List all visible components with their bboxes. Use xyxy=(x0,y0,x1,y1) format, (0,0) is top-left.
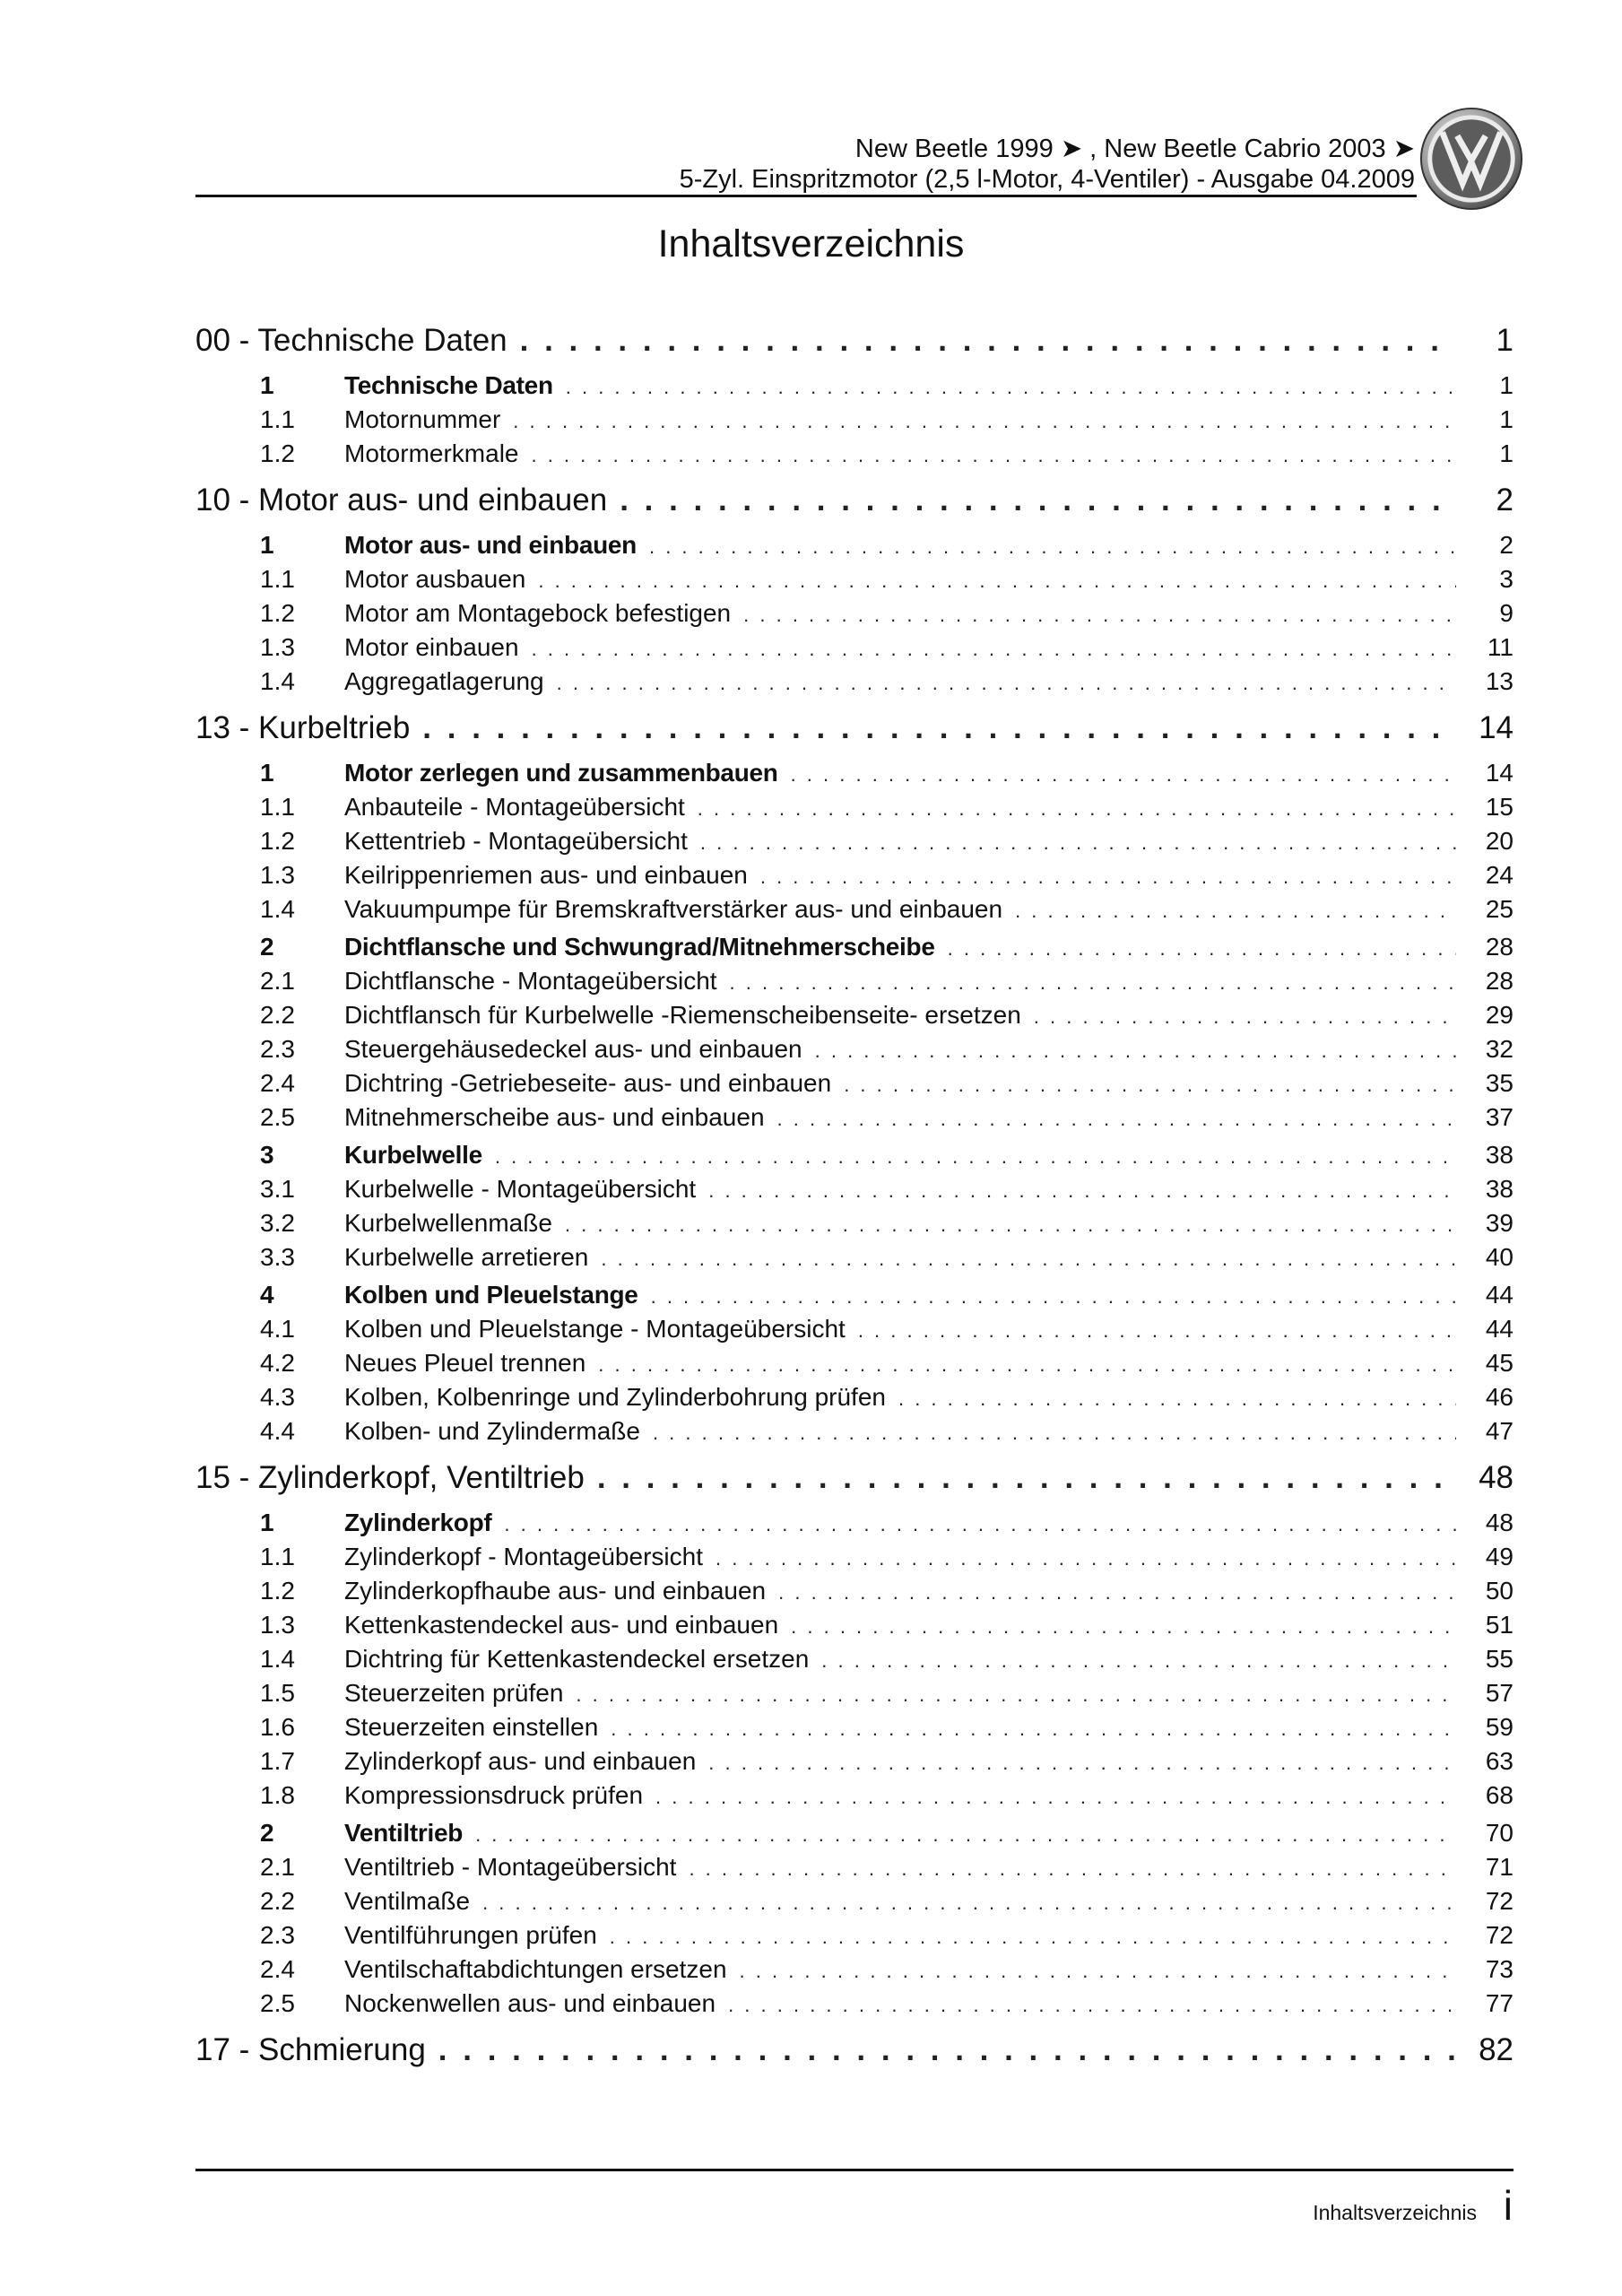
toc-subsection-page: 39 xyxy=(1485,1209,1514,1237)
toc-subsection-page: 59 xyxy=(1485,1713,1514,1741)
toc-subsection-page: 25 xyxy=(1485,895,1514,923)
toc-chapter-title: 15 - Zylinderkopf, Ventiltrieb xyxy=(195,1460,585,1495)
dot-leader xyxy=(565,1213,1456,1237)
toc-subsection-title xyxy=(195,1887,470,1916)
toc-subsection[interactable] xyxy=(195,1747,1514,1781)
dot-leader xyxy=(653,1422,1456,1445)
toc-subsection-number: 1.6 xyxy=(260,1713,295,1741)
toc-chapter-page: 2 xyxy=(1496,483,1514,517)
toc-subsection-text: Dichtflansche - Montageübersicht xyxy=(344,967,717,995)
toc-subsection-number: 1.1 xyxy=(260,1543,295,1570)
toc-chapter-title: 10 - Motor aus- und einbauen xyxy=(195,483,608,517)
toc-subsection-number: 1.1 xyxy=(260,405,295,433)
toc-subsection-title xyxy=(195,1103,765,1132)
toc-subsection-number: 2.4 xyxy=(260,1955,295,1983)
toc-subsection-page: 50 xyxy=(1485,1577,1514,1605)
dot-leader xyxy=(598,1353,1456,1377)
toc-subsection-page: 47 xyxy=(1485,1417,1514,1445)
toc-subsection[interactable] xyxy=(195,1577,1514,1611)
toc-section-page: 14 xyxy=(1485,759,1514,787)
toc-subsection-number: 2.1 xyxy=(260,967,295,995)
toc-section-number: 3 xyxy=(260,1141,274,1169)
toc-subsection-title xyxy=(195,1069,831,1098)
toc-subsection-number: 4.1 xyxy=(260,1315,295,1343)
toc-subsection[interactable] xyxy=(195,1315,1514,1349)
toc-subsection-page: 15 xyxy=(1485,793,1514,821)
toc-subsection-text: Ventilführungen prüfen xyxy=(344,1921,597,1949)
toc-subsection-number: 1.7 xyxy=(260,1747,295,1775)
toc-section-text: Ventiltrieb xyxy=(344,1819,464,1847)
toc-chapter-title: 00 - Technische Daten xyxy=(195,323,507,358)
toc-subsection-title xyxy=(195,633,519,662)
toc-subsection-number: 1.2 xyxy=(260,599,295,627)
toc-subsection-text: Motor am Montagebock befestigen xyxy=(344,599,732,627)
dot-leader xyxy=(716,1547,1456,1570)
toc-section-text: Motor zerlegen und zusammenbauen xyxy=(344,759,778,787)
dot-leader xyxy=(655,1786,1456,1809)
toc-subsection[interactable] xyxy=(195,861,1514,895)
dot-leader xyxy=(532,638,1456,661)
toc-subsection[interactable] xyxy=(195,565,1514,599)
dot-leader xyxy=(610,1926,1456,1949)
toc-subsection-text: Dichtring für Kettenkastendeckel ersetzen xyxy=(344,1645,810,1673)
toc-subsection-text: Kettentrieb - Montageübersicht xyxy=(344,827,688,855)
toc-subsection-title xyxy=(195,827,688,856)
toc-subsection-page: 49 xyxy=(1485,1543,1514,1570)
toc-section-page: 2 xyxy=(1499,531,1514,559)
toc-subsection-title xyxy=(195,1713,598,1742)
toc-subsection-text: Neues Pleuel trennen xyxy=(344,1349,586,1377)
dot-leader xyxy=(948,937,1456,961)
toc-subsection-number: 2.4 xyxy=(260,1069,295,1097)
toc-subsection-number: 1.3 xyxy=(260,1611,295,1639)
toc-chapter[interactable] xyxy=(195,483,1514,520)
toc-subsection-title xyxy=(195,1035,802,1064)
toc-section[interactable] xyxy=(195,531,1514,565)
toc-subsection-title xyxy=(195,1243,588,1272)
dot-leader xyxy=(651,1285,1456,1309)
toc-subsection-title xyxy=(195,439,518,468)
toc-subsection-title xyxy=(195,1315,846,1344)
dot-leader xyxy=(898,1387,1456,1411)
toc-subsection-number: 1.3 xyxy=(260,861,295,889)
toc-subsection[interactable] xyxy=(195,1645,1514,1679)
toc-subsection-page: 68 xyxy=(1485,1781,1514,1809)
page-header xyxy=(195,126,1415,197)
toc-subsection-page: 29 xyxy=(1485,1001,1514,1029)
toc-subsection[interactable] xyxy=(195,1209,1514,1243)
toc-section[interactable] xyxy=(195,1509,1514,1543)
dot-leader xyxy=(858,1319,1456,1343)
toc-subsection[interactable] xyxy=(195,1921,1514,1955)
toc-section-page: 44 xyxy=(1485,1281,1514,1309)
toc-subsection-number: 1.2 xyxy=(260,1577,295,1605)
toc-subsection[interactable] xyxy=(195,1001,1514,1035)
toc-section-page: 38 xyxy=(1485,1141,1514,1169)
toc-subsection[interactable] xyxy=(195,1417,1514,1451)
toc-subsection-text: Anbauteile - Montageübersicht xyxy=(344,793,685,821)
dot-leader xyxy=(730,971,1456,995)
toc-subsection-title xyxy=(195,1781,643,1810)
toc-section-number: 1 xyxy=(260,531,274,559)
toc-subsection-title xyxy=(195,1209,552,1238)
toc-subsection-title xyxy=(195,1383,886,1412)
toc-section-number: 1 xyxy=(260,759,274,787)
toc-section-number: 1 xyxy=(260,1509,274,1536)
toc-subsection-title xyxy=(195,793,685,822)
toc-subsection-page: 72 xyxy=(1485,1887,1514,1915)
toc-subsection[interactable] xyxy=(195,1103,1514,1137)
toc-subsection-text: Kurbelwellenmaße xyxy=(344,1209,552,1237)
toc-subsection-number: 2.5 xyxy=(260,1989,295,2017)
footer-divider xyxy=(195,2169,1514,2171)
toc-subsection-number: 1.1 xyxy=(260,793,295,821)
toc-section-title xyxy=(195,933,935,961)
dot-leader xyxy=(513,410,1456,433)
dot-leader xyxy=(422,710,1456,746)
toc-subsection-page: 28 xyxy=(1485,967,1514,995)
toc-subsection-number: 1.4 xyxy=(260,667,295,695)
toc-subsection-text: Steuerzeiten einstellen xyxy=(344,1713,599,1741)
dot-leader xyxy=(576,1683,1456,1707)
page-title: Inhaltsverzeichnis xyxy=(657,222,965,265)
toc-section[interactable] xyxy=(195,933,1514,967)
toc-subsection-text: Dichtflansch für Kurbelwelle -Riemenscheibenseite- ersetzen xyxy=(344,1001,1021,1029)
toc-section[interactable] xyxy=(195,371,1514,405)
toc-subsection-page: 44 xyxy=(1485,1315,1514,1343)
toc-subsection-text: Kompressionsdruck prüfen xyxy=(344,1781,644,1809)
toc-subsection-number: 4.2 xyxy=(260,1349,295,1377)
toc-chapter-page: 14 xyxy=(1479,710,1514,745)
toc-subsection-page: 45 xyxy=(1485,1349,1514,1377)
dot-leader xyxy=(821,1649,1456,1673)
toc-subsection[interactable] xyxy=(195,1243,1514,1277)
dot-leader xyxy=(778,1581,1456,1605)
toc-subsection-page: 46 xyxy=(1485,1383,1514,1411)
toc-subsection-page: 11 xyxy=(1487,633,1514,661)
footer-label: Inhaltsverzeichnis xyxy=(1313,2201,1477,2224)
toc-subsection-page: 1 xyxy=(1499,439,1514,467)
toc-subsection-page: 71 xyxy=(1485,1853,1514,1881)
toc-subsection-number: 2.3 xyxy=(260,1921,295,1949)
toc-subsection-title xyxy=(195,565,525,594)
dot-leader xyxy=(728,1994,1456,2017)
toc-subsection[interactable] xyxy=(195,599,1514,633)
toc-subsection-title xyxy=(195,599,731,628)
toc-subsection-title xyxy=(195,967,717,996)
toc-section-page: 28 xyxy=(1485,933,1514,961)
toc-subsection-page: 13 xyxy=(1485,667,1514,695)
toc-subsection[interactable] xyxy=(195,1543,1514,1577)
toc-subsection-text: Kettenkastendeckel aus- und einbauen xyxy=(344,1611,779,1639)
toc-subsection[interactable] xyxy=(195,1035,1514,1069)
toc-subsection-page: 9 xyxy=(1499,599,1514,627)
dot-leader xyxy=(611,1718,1456,1741)
toc-subsection-page: 3 xyxy=(1499,565,1514,593)
toc-subsection[interactable] xyxy=(195,1069,1514,1103)
toc-subsection[interactable] xyxy=(195,1887,1514,1921)
toc-chapter[interactable] xyxy=(195,2032,1514,2070)
dot-leader xyxy=(689,1857,1456,1881)
toc-subsection-text: Kurbelwelle arretieren xyxy=(344,1243,589,1271)
toc-subsection-text: Zylinderkopfhaube aus- und einbauen xyxy=(344,1577,767,1605)
toc-subsection-text: Ventilmaße xyxy=(344,1887,471,1915)
toc-subsection-number: 1.4 xyxy=(260,895,295,923)
toc-section-title xyxy=(195,371,553,400)
toc-section-title xyxy=(195,759,778,787)
toc-subsection-page: 73 xyxy=(1485,1955,1514,1983)
dot-leader xyxy=(597,1460,1456,1496)
toc-subsection-text: Mitnehmerscheibe aus- und einbauen xyxy=(344,1103,765,1131)
toc-subsection-text: Kolben und Pleuelstange - Montageübersicht xyxy=(344,1315,846,1343)
header-engine-line: 5-Zyl. Einspritzmotor (2,5 l-Motor, 4-Ventiler) - Ausgabe 04.2009 xyxy=(679,165,1415,194)
toc-chapter-title: 17 - Schmierung xyxy=(195,2032,426,2067)
toc-subsection-page: 57 xyxy=(1485,1679,1514,1707)
toc-subsection-page: 37 xyxy=(1485,1103,1514,1131)
dot-leader xyxy=(520,323,1456,359)
toc-section-number: 2 xyxy=(260,1819,274,1847)
toc-subsection-text: Kolben, Kolbenringe und Zylinderbohrung prüfen xyxy=(344,1383,886,1411)
toc-subsection-page: 32 xyxy=(1485,1035,1514,1063)
toc-subsection[interactable] xyxy=(195,1679,1514,1713)
toc-section-number: 4 xyxy=(260,1281,274,1309)
toc-subsection-number: 2.2 xyxy=(260,1001,295,1029)
toc-section[interactable] xyxy=(195,1141,1514,1175)
toc-subsection[interactable] xyxy=(195,1853,1514,1887)
toc-subsection-title xyxy=(195,1577,766,1605)
toc-subsection[interactable] xyxy=(195,1955,1514,1989)
toc-subsection-text: Zylinderkopf aus- und einbauen xyxy=(344,1747,697,1775)
toc-section-text: Dichtflansche und Schwungrad/Mitnehmerscheibe xyxy=(344,933,935,961)
header-divider xyxy=(195,195,1417,197)
toc-subsection-text: Steuerzeiten prüfen xyxy=(344,1679,564,1707)
dot-leader xyxy=(743,604,1456,627)
toc-subsection[interactable] xyxy=(195,793,1514,827)
toc-subsection-title xyxy=(195,895,1002,924)
toc-subsection-text: Motornummer xyxy=(344,405,501,433)
toc-section-page: 70 xyxy=(1485,1819,1514,1847)
toc-chapter[interactable] xyxy=(195,1460,1514,1498)
toc-section[interactable] xyxy=(195,1819,1514,1853)
toc-subsection-number: 4.4 xyxy=(260,1417,295,1445)
toc-section-page: 1 xyxy=(1499,371,1514,399)
toc-subsection-number: 1.2 xyxy=(260,439,295,467)
toc-subsection-title xyxy=(195,1175,696,1204)
dot-leader xyxy=(1034,1005,1456,1029)
vw-logo-icon xyxy=(1418,106,1524,212)
footer-page-number: i xyxy=(1503,2182,1513,2229)
dot-leader xyxy=(538,570,1456,593)
toc-subsection-title xyxy=(195,1001,1021,1030)
toc-section-title xyxy=(195,1509,491,1537)
toc-subsection-number: 2.5 xyxy=(260,1103,295,1131)
dot-leader xyxy=(620,483,1456,518)
toc-subsection-text: Motor ausbauen xyxy=(344,565,526,593)
dot-leader xyxy=(740,1960,1456,1983)
toc-chapter-page: 48 xyxy=(1479,1460,1514,1495)
dot-leader xyxy=(495,1145,1456,1169)
toc-subsection-title xyxy=(195,1349,585,1378)
toc-subsection-number: 1.2 xyxy=(260,827,295,855)
toc-subsection-title xyxy=(195,667,544,696)
toc-subsection[interactable] xyxy=(195,1349,1514,1383)
toc-subsection-title xyxy=(195,1747,696,1776)
toc-subsection-number: 1.5 xyxy=(260,1679,295,1707)
dot-leader xyxy=(601,1248,1456,1271)
toc-chapter-title: 13 - Kurbeltrieb xyxy=(195,710,411,745)
toc-subsection[interactable] xyxy=(195,1713,1514,1747)
toc-subsection[interactable] xyxy=(195,439,1514,474)
table-of-contents xyxy=(195,314,1514,2081)
dot-leader xyxy=(698,797,1456,821)
toc-subsection[interactable] xyxy=(195,1383,1514,1417)
dot-leader xyxy=(760,865,1456,889)
toc-section-text: Technische Daten xyxy=(344,371,553,399)
toc-subsection-number: 1.4 xyxy=(260,1645,295,1673)
toc-subsection-text: Steuergehäusedeckel aus- und einbauen xyxy=(344,1035,802,1063)
dot-leader xyxy=(475,1823,1456,1847)
toc-subsection-text: Nockenwellen aus- und einbauen xyxy=(344,1989,716,2017)
dot-leader xyxy=(815,1039,1456,1063)
toc-subsection-page: 35 xyxy=(1485,1069,1514,1097)
toc-subsection[interactable] xyxy=(195,895,1514,929)
dot-leader xyxy=(708,1752,1456,1775)
toc-section-text: Motor aus- und einbauen xyxy=(344,531,637,559)
dot-leader xyxy=(649,535,1456,559)
toc-subsection-page: 55 xyxy=(1485,1645,1514,1673)
toc-subsection-number: 2.1 xyxy=(260,1853,295,1881)
toc-subsection-page: 72 xyxy=(1485,1921,1514,1949)
toc-section-number: 1 xyxy=(260,371,274,399)
toc-section-text: Kurbelwelle xyxy=(344,1141,482,1169)
toc-subsection[interactable] xyxy=(195,1611,1514,1645)
toc-subsection-number: 1.8 xyxy=(260,1781,295,1809)
dot-leader xyxy=(531,444,1456,467)
toc-subsection-number: 1.3 xyxy=(260,633,295,661)
toc-subsection-page: 1 xyxy=(1499,405,1514,433)
toc-subsection-page: 38 xyxy=(1485,1175,1514,1203)
dot-leader xyxy=(1015,900,1456,923)
dot-leader xyxy=(791,763,1456,787)
toc-subsection-title xyxy=(195,1645,809,1674)
toc-chapter-page: 82 xyxy=(1479,2032,1514,2067)
toc-subsection[interactable] xyxy=(195,667,1514,701)
toc-subsection-number: 2.2 xyxy=(260,1887,295,1915)
toc-chapter-page: 1 xyxy=(1496,323,1514,358)
toc-section[interactable] xyxy=(195,759,1514,793)
toc-subsection-title xyxy=(195,1955,727,1984)
toc-chapter[interactable] xyxy=(195,323,1514,361)
dot-leader xyxy=(700,831,1456,855)
toc-subsection-title xyxy=(195,1611,778,1639)
toc-subsection-text: Keilrippenriemen aus- und einbauen xyxy=(344,861,748,889)
toc-subsection-number: 3.2 xyxy=(260,1209,295,1237)
toc-subsection-text: Motormerkmale xyxy=(344,439,519,467)
toc-section-text: Zylinderkopf xyxy=(344,1509,492,1536)
toc-subsection-text: Zylinderkopf - Montageübersicht xyxy=(344,1543,703,1570)
toc-subsection[interactable] xyxy=(195,827,1514,861)
toc-subsection-text: Aggregatlagerung xyxy=(344,667,544,695)
toc-section-title xyxy=(195,531,637,560)
toc-subsection-page: 40 xyxy=(1485,1243,1514,1271)
toc-section-number: 2 xyxy=(260,933,274,961)
toc-subsection-text: Dichtring -Getriebeseite- aus- und einbauen xyxy=(344,1069,832,1097)
dot-leader xyxy=(557,672,1456,695)
toc-subsection-page: 20 xyxy=(1485,827,1514,855)
toc-subsection-page: 77 xyxy=(1485,1989,1514,2017)
toc-chapter[interactable] xyxy=(195,710,1514,748)
toc-subsection-text: Ventiltrieb - Montageübersicht xyxy=(344,1853,677,1881)
toc-subsection-page: 63 xyxy=(1485,1747,1514,1775)
toc-subsection-title xyxy=(195,1679,563,1708)
toc-subsection-title xyxy=(195,1853,676,1882)
dot-leader xyxy=(791,1615,1456,1639)
toc-subsection[interactable] xyxy=(195,633,1514,667)
toc-subsection-number: 4.3 xyxy=(260,1383,295,1411)
toc-section-title xyxy=(195,1141,482,1170)
toc-subsection-title xyxy=(195,861,748,890)
dot-leader xyxy=(438,2032,1456,2068)
toc-section-page: 48 xyxy=(1485,1509,1514,1536)
toc-subsection-page: 51 xyxy=(1485,1611,1514,1639)
toc-subsection-title xyxy=(195,1543,703,1571)
toc-subsection[interactable] xyxy=(195,967,1514,1001)
toc-subsection-number: 2.3 xyxy=(260,1035,295,1063)
toc-subsection-text: Motor einbauen xyxy=(344,633,519,661)
toc-subsection-title xyxy=(195,1921,597,1950)
dot-leader xyxy=(482,1892,1456,1915)
toc-section-title xyxy=(195,1819,463,1848)
dot-leader xyxy=(566,376,1456,399)
toc-subsection-page: 24 xyxy=(1485,861,1514,889)
header-model-line: New Beetle 1999 ➤ , New Beetle Cabrio 2003 ➤ xyxy=(854,135,1415,163)
toc-subsection[interactable] xyxy=(195,1989,1514,2023)
dot-leader xyxy=(504,1513,1456,1536)
toc-section-title xyxy=(195,1281,638,1309)
toc-section[interactable] xyxy=(195,1281,1514,1315)
toc-subsection-text: Kolben- und Zylindermaße xyxy=(344,1417,640,1445)
toc-subsection[interactable] xyxy=(195,405,1514,439)
toc-subsection[interactable] xyxy=(195,1175,1514,1209)
toc-subsection-title xyxy=(195,1989,716,2018)
toc-subsection[interactable] xyxy=(195,1781,1514,1815)
toc-subsection-number: 3.1 xyxy=(260,1175,295,1203)
dot-leader xyxy=(844,1074,1456,1097)
toc-subsection-title xyxy=(195,1417,640,1446)
toc-subsection-text: Ventilschaftabdichtungen ersetzen xyxy=(344,1955,727,1983)
toc-subsection-title xyxy=(195,405,500,434)
dot-leader xyxy=(777,1108,1456,1131)
dot-leader xyxy=(708,1179,1456,1203)
toc-subsection-number: 1.1 xyxy=(260,565,295,593)
toc-subsection-number: 3.3 xyxy=(260,1243,295,1271)
toc-subsection-text: Kurbelwelle - Montageübersicht xyxy=(344,1175,697,1203)
toc-subsection-text: Vakuumpumpe für Bremskraftverstärker aus- und einbauen xyxy=(344,895,1003,923)
toc-section-text: Kolben und Pleuelstange xyxy=(344,1281,638,1309)
